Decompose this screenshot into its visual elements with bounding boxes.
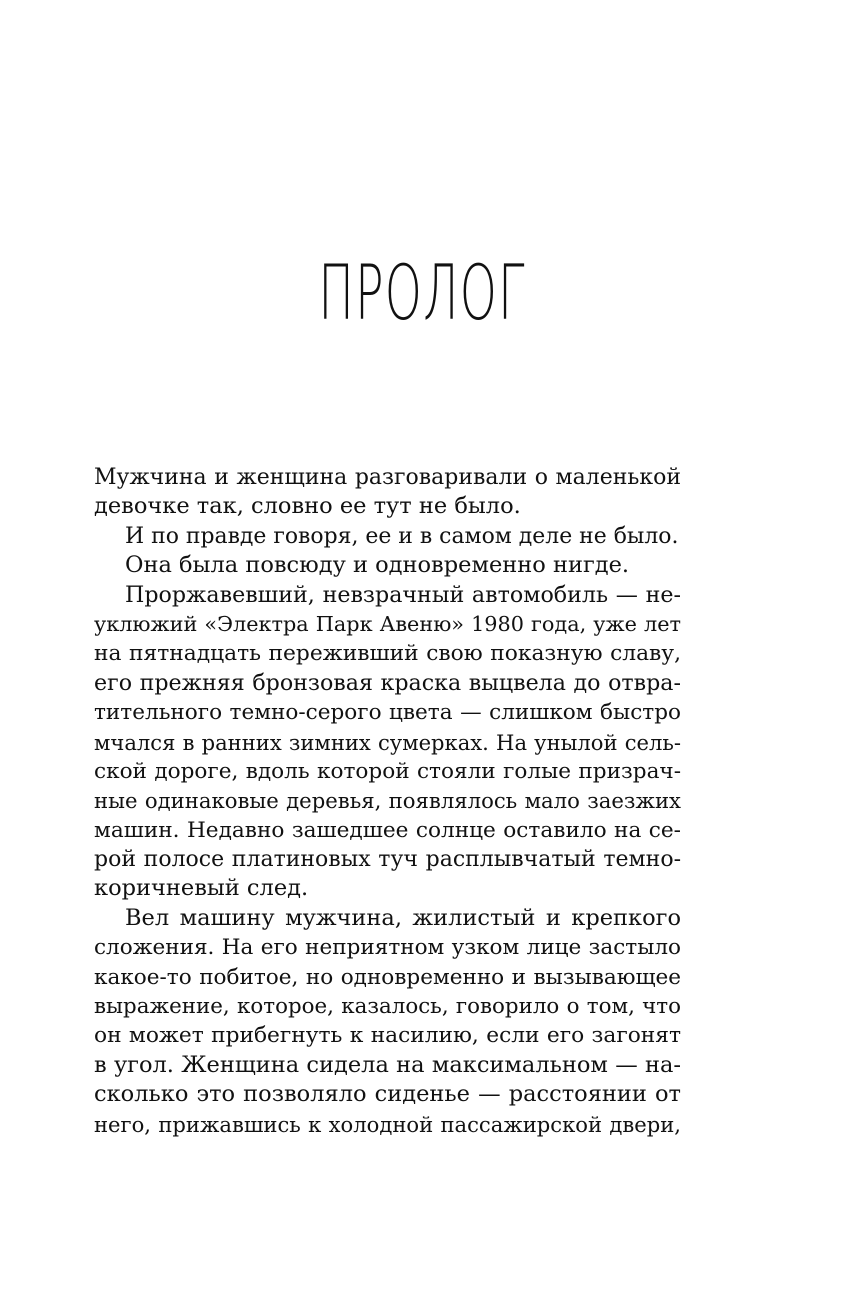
text-line: девочке так, словно ее тут не было. [94, 493, 521, 520]
text-line: машин. Недавно зашедшее солнце оставило на се- [94, 817, 681, 843]
text-line: Вел машину мужчина, жилистый и крепкого [125, 904, 681, 931]
text-line: его прежняя бронзовая краска выцвела до отвра- [94, 669, 681, 696]
text-line: коричневый след. [94, 875, 309, 902]
text-line: сложения. На его неприятном узком лице застыло [94, 935, 681, 961]
text-line: мчался в ранних зимних сумерках. На унылой сель- [94, 729, 681, 755]
body-text [94, 463, 681, 1139]
text-line: Она была повсюду и одновременно нигде. [125, 552, 630, 579]
text-line: И по правде говоря, ее и в самом деле не было. [125, 523, 679, 549]
text-line: уклюжий «Электра Парк Авеню» 1980 года, уже лет [94, 611, 681, 636]
text-line: Проржавевший, невзрачный автомобиль — не- [125, 581, 681, 608]
text-line: него, прижавшись к холодной пассажирской двери, [94, 1111, 681, 1137]
text-line: сколько это позволяло сиденье — расстоянии от [94, 1081, 681, 1108]
text-line: какое-то побитое, но одновременно и вызывающее [94, 964, 681, 990]
text-line: рой полосе платиновых туч расплывчатый темно- [94, 847, 681, 873]
text-line: в угол. Женщина сидела на максимальном — на- [94, 1051, 681, 1078]
chapter-title: ПРОЛОГ [318, 248, 526, 337]
text-line: ской дороге, вдоль которой стояли голые призрач- [94, 758, 681, 784]
text-line: ные одинаковые деревья, появлялось мало заезжих [94, 788, 681, 814]
text-line: на пятнадцать переживший свою показную славу, [94, 641, 681, 667]
text-line: выражение, которое, казалось, говорило о том, что [94, 994, 681, 1020]
text-line: Мужчина и женщина разговаривали о маленькой [94, 465, 681, 490]
text-line: тительного темно-серого цвета — слишком быстро [94, 700, 681, 726]
text-line: он может прибегнуть к насилию, если его загонят [94, 1023, 681, 1049]
